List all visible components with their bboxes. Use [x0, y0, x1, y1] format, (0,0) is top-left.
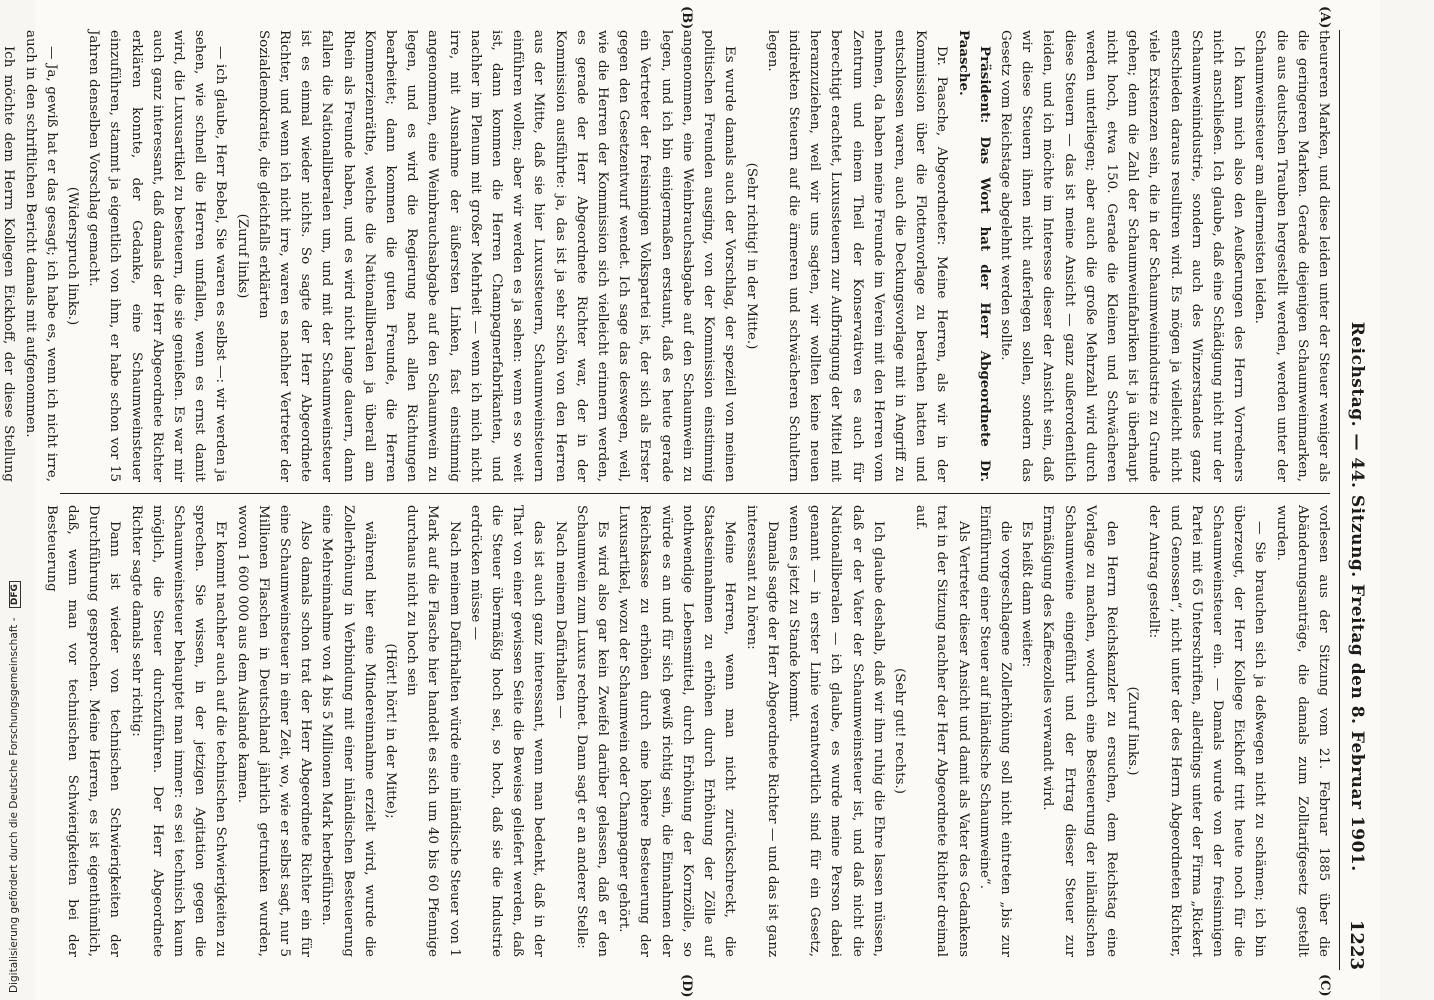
page-header	[1339, 30, 1374, 970]
quote: die vorgeschlagene Zollerhöhung soll nicht eintreten „bis zur Einführung einer Steuer auf inländische Schaumweine“.	[976, 505, 1013, 957]
paragraph: Er kommt nachher auch auf die technischen Schwierigkeiten zu sprechen. Sie wissen, in der jetzigen Agitation gegen die Schaumweinsteuer behauptet man immer: es sei technisch kaum möglich, die Steuer durchzuführen. Der Herr Abgeordnete Richter sagte damals sehr richtig:	[128, 505, 229, 957]
margin-marker-d: (D)	[679, 974, 694, 998]
margin-marker-c: (C)	[1317, 974, 1332, 997]
page-number: 1223	[1346, 919, 1368, 970]
paragraph: das ist auch ganz interessant, wenn man bedenkt, daß in der That von einer gewissen Seite die Beweise geliefert werden, daß die Steuer übermäßig hoch sei, so hoch, daß sie die Industrie erdrücken müsse —	[467, 505, 547, 957]
interjection: (Widerspruch links.)	[65, 186, 81, 326]
paragraph: Es wurde damals auch der Vorschlag, der speziell von meinen politischen Freunden ausging, von der Kommission einstimmig angenommen, eine Weinbrauchsabgabe auf den Schaumwein zu legen, und ich bin einigermaßen erstaunt, daß es heute gerade ein Vertreter der freisinnigen Volkspartei ist, der sich als Erster gegen den Gesetzentwurf wendet. Ich sage das deswegen, weil, wie die Herren der Kommission sich vielleicht erinnern werden, es gerade der Herr Abgeordnete Richter war, der in der Kommission ausführte: ja, das ist ja sehr schön von den Herren aus der Mitte, daß sie hier Luxussteuern, Schaumweinsteuern einführen wollen; aber wir werden es ja sehen: wenn es so weit ist, dann kommen die Herren Champagnerfabrikanten, und nachher im Plenum mit großer Mehrheit — wenn ich mich nicht irre, mit Ausnahme der äußersten Linken, fast einstimmig angenommen, eine Weinbrauchsabgabe auf den Schaumwein zu legen, und es wird die Regierung nach allen Richtungen bearbeitet; dann kommen die guten Freunde, die Herren Kommerzienräthe, welche die Nationalliberalen ja überall am Rhein als Freunde haben, und es wird nicht lange dauern, dann fallen die Nationalliberalen um, und mit der Schaumweinsteuer ist es einmal wieder nichts. So sagte der Herr Abgeordnete Richter, und wenn ich nicht irre, waren es nachher Vertreter der Sozialdemokratie, die gleichfalls erklärten	[255, 30, 738, 482]
paragraph: Also damals schon trat der Herr Abgeordnete Richter ein für eine Schaumweinsteuer in einer Zeit, wo, wie er selbst sagt, nur 5 Millionen Flaschen in Deutschland jährlich getrunken wurden, wovon 1 600 000 aus dem Auslande kamen.	[234, 505, 314, 957]
paragraph-president: Präsident: Das Wort hat der Herr Abgeordnete Dr. Paasche.	[955, 30, 993, 482]
quote: den Herrn Reichskanzler zu ersuchen, dem Reichstag eine Vorlage zu machen, wodurch eine Besteuerung der inländischen Schaumweine eingeführt und der Ertrag dieser Steuer zur Ermäßigung des Kaffeezolles verwandt wird.	[1040, 505, 1119, 957]
paragraph: Damals sagte der Herr Abgeordnete Richter — und das ist ganz interessant zu hören:	[743, 505, 780, 957]
quote: Meine Herren, wenn man nicht zurückschreckt, die Staatseinnahmen zu erhöhen durch Erhöhung der Zölle auf nothwendige Lebensmittel, durch Erhöhung der Kornzölle, so würde es an und für sich gewiß richtig sein, die Einnahmen der Reichskasse zu erhöhen durch eine höhere Besteuerung der Luxusartikel, wozu der Schaumwein oder Champagner gehört.	[616, 505, 738, 957]
interjection: (Sehr gut! rechts.)	[891, 667, 907, 794]
paragraph: Es wird also gar kein Zweifel darüber gelassen, daß er den Schaumwein zum Luxus rechnet. Dann sagt er an anderer Stelle:	[573, 505, 611, 957]
paragraph: Ich glaube deshalb, daß wir ihm ruhig die Ehre lassen müssen, daß er der Vater der Schaumweinsteuer ist, und daß nicht die Nationalliberalen — ich glaube, es wurde meine Person dabei genannt — in erster Linie verantwortlich sind für ein Gesetz, wenn es jetzt zu Stande kommt.	[785, 505, 886, 957]
quote: Dann ist wieder von technischen Schwierigkeiten der Durchführung gesprochen. Meine Herren, es ist eigenthümlich, daß, wenn man vor technischen Schwierigkeiten bei der Besteuerung	[43, 505, 123, 957]
margin-marker-a: (A)	[1317, 6, 1332, 29]
paragraph: vorlesen aus der Sitzung vom 21. Februar 1885 über die Abänderungsanträge, die damals zum Zolltarifgesetz gestellt wurden.	[1273, 505, 1331, 957]
column-divider	[60, 493, 1330, 494]
digitization-credit	[8, 581, 21, 993]
dfg-logo: DFG	[9, 581, 21, 608]
quote: Nach meinem Dafürhalten würde eine inländische Steuer von 1 Mark auf die Flasche hier handelt es sich um 40 bis 60 Pfennige durchaus nicht zu hoch sein	[404, 505, 462, 957]
paragraph: — Sie brauchen sich ja deßwegen nicht zu schämen; ich bin überzeugt, der Herr Kollege Eickhoff tritt heute noch für die Schaumweinsteuer ein. — Damals wurde von der freisinnigen Partei mit 65 Unterschriften, allerdings unter der Firma „Rickert und Genossen“, nicht unter der des Herrn Abgeordneten Richter, der Antrag gestellt:	[1146, 505, 1268, 957]
paragraph-speaker: Dr. Paasche, Abgeordneter: Meine Herren, als wir in der Kommission über die Flottenvorlage zu berathen hatten und entschlossen waren, auch die Deckungsvorlage mit in Angriff zu nehmen, da haben meine Freunde im Verein mit den Herren vom Zentrum und einem Theil der Konservativen es auch für berechtigt erachtet, Luxussteuern zur Aufbringung der Mittel mit heranzuziehen, weil wir uns sagten, wir wollten keine neuen indirekten Steuern auf die ärmeren und schwächeren Schultern legen.	[764, 30, 950, 482]
header-title: Reichstag. — 44. Sitzung. Freitag den 8. Februar 1901.	[1347, 321, 1367, 872]
interjection: (Zuruf links.)	[1125, 686, 1141, 776]
paragraph: — ich glaube, Herr Bebel, Sie waren es selbst —: wir werden ja sehen, wie schnell die Herren umfallen, wenn es ernst damit wird, die Luxusartikel zu besteuern, die sie genießen. Es war mir auch ganz interessant, daß damals der Herr Abgeordnete Richter erklären konnte, der Gedanke, eine Schaumweinsteuer einzuführen, stammt ja eigentlich von ihm, er habe schon vor 15 Jahren denselben Vorschlag gemacht.	[86, 30, 229, 482]
paragraph: Ich möchte dem Herrn Kollegen Eickhoff, der diese Stellung	[1, 46, 17, 482]
paragraph: Es heißt dann weiter:	[1019, 521, 1035, 668]
interjection: (Zuruf links)	[234, 213, 250, 299]
paragraph: Ich kann mich also den Aeußerungen des Herrn Vorredners nicht anschließen. Ich glaube, daß eine Schädigung nicht nur der Schaumweinindustrie, sondern auch des Winzerstandes ganz entschieden daraus resultiren wird. Es mögen ja vielleicht nicht viele Existenzen sein, die in der Schaumweinindustrie zu Grunde gehen; denn die Zahl der Schaumweinfabriken ist ja überhaupt nicht hoch, etwa 150. Gerade die Kleinen und Schwächeren werden unterliegen; aber auch die große Mehrzahl wird durch diese Steuern — das ist meine Ansicht — ganz außerordentlich leiden, und ich möchte im Interesse dieser der Ansicht sein, daß wir diese Steuern ihnen nicht auferlegen sollen, sondern das Gesetz vom Reichstage abgelehnt werden sollte.	[997, 30, 1247, 482]
paragraph: — Ja, gewiß hat er das gesagt; ich habe es, wenn ich nicht irre, auch in den schriftlichen Bericht damals mit aufgenommen.	[22, 30, 59, 482]
left-column	[1, 30, 1334, 482]
margin-marker-b: (B)	[679, 6, 694, 30]
interjection: (Sehr richtig! in der Mitte.)	[743, 162, 759, 350]
paragraph: theureren Marken, und diese leiden unter der Steuer weniger als die geringeren Marken. Gerade diejenigen Schaumweinmarken, die aus deutschen Trauben hergestellt werden, werden unter der Schaumweinsteuer am allermeisten leiden.	[1252, 30, 1331, 482]
credit-text: Digitalisierung gefördert durch die Deutsche Forschungsgemeinschaft -	[8, 617, 20, 993]
quote: während hier eine Mindereinnahme erzielt wird, wurde die Zollerhöhung in Verbindung mit einer inländischen Besteuerung eine Mehreinnahme von 4 bis 5 Millionen Mark herbeiführen.	[319, 505, 377, 957]
quote: Nach meinem Dafürhalten —	[552, 521, 568, 719]
interjection: (Hört! hört! in der Mitte);	[383, 643, 399, 819]
right-column	[43, 505, 1334, 957]
paragraph: Als Vertreter dieser Ansicht und damit als Vater des Gedankens trat in der Sitzung nachher der Herr Abgeordnete Richter dreimal auf.	[913, 505, 971, 957]
